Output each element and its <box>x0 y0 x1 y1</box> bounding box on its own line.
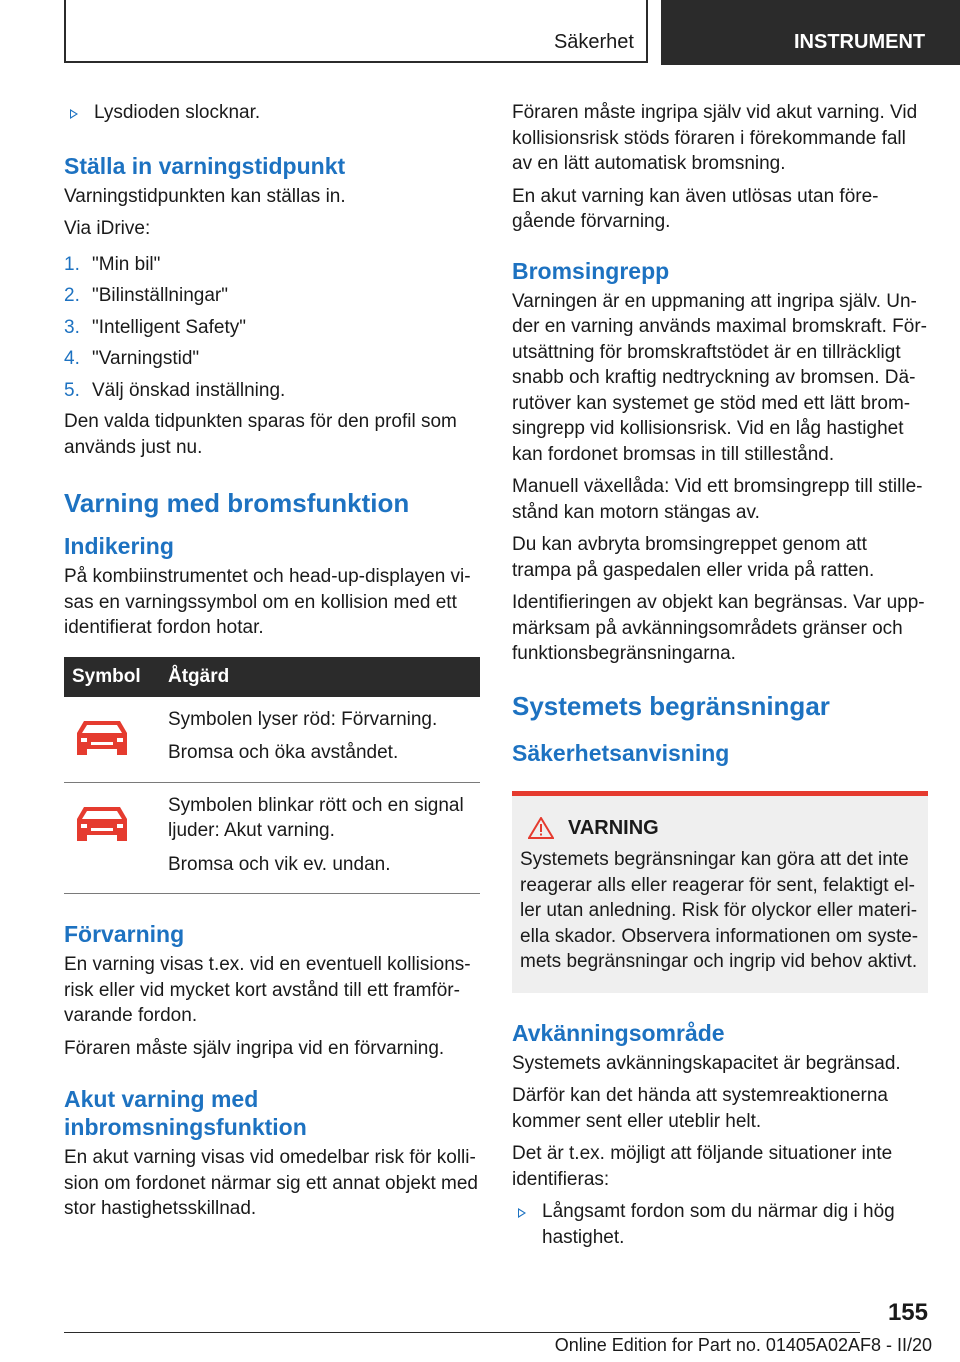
heading-warning-with-brake: Varning med bromsfunktion <box>64 488 410 518</box>
paragraph: En akut varning visas vid omedelbar risk för kolli-sion om fordonet närmar sig ett annat objekt med stor hastighetsskillnad. <box>64 1147 479 1219</box>
warning-title: VARNING <box>568 816 659 839</box>
step-text: "Intelligent Safety" <box>92 316 246 338</box>
action-text: Symbolen lyser röd: Förvarning. <box>168 708 438 730</box>
paragraph: Varningen är en uppmaning att ingripa själv. Un-der en varning används maximal bromskraft. För-utsättning för bromskraftstödet är en tillräckligt snabb och kraftig nedtryckning av bromsen. Dä-rutöver kan systemet ge stöd med ett lätt brom-singrepp vid kollisionsrisk. Vid en låg hastighet kan fordonet bromsas in till stillestånd. <box>512 290 927 465</box>
paragraph: Därför kan det hända att systemreaktionerna kommer sent eller uteblir helt. <box>512 1085 888 1132</box>
step-number: 1. <box>64 253 80 275</box>
car-collision-warning-icon <box>72 713 132 757</box>
warning-triangle-icon <box>528 817 554 839</box>
symbol-action-table <box>64 657 480 895</box>
paragraph: På kombiinstrumentet och head-up-displayen vi-sas en varningssymbol om en kollision med ett identifierat fordon hotar. <box>64 566 471 638</box>
heading-brake-intervention: Bromsingrepp <box>512 257 670 284</box>
warning-box <box>512 791 928 993</box>
paragraph: En akut varning kan även utlösas utan före-gående förvarning. <box>512 185 879 232</box>
step-number: 3. <box>64 316 80 338</box>
list-item <box>64 100 480 126</box>
symbol-cell <box>64 697 160 783</box>
paragraph: Det är t.ex. möjligt att följande situationer inte identifieras: <box>512 1143 893 1190</box>
action-text: Bromsa och vik ev. undan. <box>168 853 391 875</box>
list-item <box>64 252 480 278</box>
paragraph: Du kan avbryta bromsingreppet genom att trampa på gaspedalen eller vrida på ratten. <box>512 534 875 581</box>
column-header-action: Åtgärd <box>160 657 480 697</box>
heading-set-warning-time: Ställa in varningstidpunkt <box>64 152 346 179</box>
idrive-steps-list <box>64 252 480 404</box>
table-row <box>64 782 480 894</box>
heading-safety-note: Säkerhetsanvisning <box>512 739 730 766</box>
paragraph: Identifieringen av objekt kan begränsas. Var upp-märksam på avkänningsområdets gränser och funktionsbegränsningarna. <box>512 592 925 664</box>
intro-bullet-list <box>64 100 480 126</box>
action-text: Bromsa och öka avståndet. <box>168 742 399 763</box>
warning-text: Systemets begränsningar kan göra att det inte reagerar alls eller reagerar för sent, felaktigt el-ler utan anledning. Risk för olyckor eller materi-ella skador. Observera informationen om syste-mets begränsningar och ingrip vid behov aktivt. <box>520 849 919 972</box>
paragraph: Varningstidpunkten kan ställas in. <box>64 185 346 207</box>
heading-acute-warning: Akut varning med inbromsningsfunktion <box>64 1086 307 1140</box>
heading-system-limits: Systemets begränsningar <box>512 690 830 721</box>
action-cell <box>160 782 480 894</box>
right-column <box>512 100 928 1256</box>
table-header-row <box>64 657 480 697</box>
step-number: 4. <box>64 348 80 369</box>
step-text: "Bilinställningar" <box>92 285 228 306</box>
paragraph: Den valda tidpunkten sparas för den profil som används just nu. <box>64 411 457 458</box>
warning-header <box>520 816 920 842</box>
action-cell <box>160 697 480 783</box>
step-text: "Min bil" <box>92 253 161 275</box>
step-number: 5. <box>64 379 80 401</box>
car-collision-warning-icon <box>72 799 132 843</box>
paragraph: Föraren måste själv ingripa vid en förvarning. <box>64 1037 445 1059</box>
symbol-cell <box>64 782 160 894</box>
list-item <box>64 346 480 372</box>
heading-detection-range: Avkänningsområde <box>512 1019 725 1046</box>
column-header-symbol: Symbol <box>64 657 160 697</box>
step-text: Välj önskad inställning. <box>92 379 286 401</box>
paragraph: Föraren måste ingripa själv vid akut varning. Vid kollisionsrisk stöds föraren i förekommande fall av en lätt automatisk bromsning. <box>512 102 918 174</box>
triangle-bullet-icon <box>518 1208 526 1218</box>
paragraph: En varning visas t.ex. vid en eventuell kollisions-risk eller vid mycket kort avstånd till ett framför-varande fordon. <box>64 954 471 1026</box>
list-item <box>64 315 480 341</box>
triangle-bullet-icon <box>70 109 78 119</box>
list-item-text: Långsamt fordon som du närmar dig i hög hastighet. <box>542 1201 895 1248</box>
heading-prewarning: Förvarning <box>64 921 185 947</box>
step-number: 2. <box>64 285 80 306</box>
range-bullet-list <box>512 1199 928 1250</box>
page-number: 155 <box>887 1299 928 1326</box>
heading-indication: Indikering <box>64 533 174 559</box>
paragraph: Via iDrive: <box>64 218 151 239</box>
list-item <box>64 378 480 404</box>
action-text: Symbolen blinkar rött och en signal ljuder: Akut varning. <box>168 794 464 841</box>
list-item <box>512 1199 928 1250</box>
footer-edition-text: Online Edition for Part no. 01405A02AF8 - II/20 <box>554 1335 932 1355</box>
paragraph: Manuell växellåda: Vid ett bromsingrepp till stille-stånd kan motorn stängas av. <box>512 476 923 523</box>
step-text: "Varningstid" <box>92 348 200 369</box>
header-chapter-tab: INSTRUMENT <box>661 0 960 65</box>
left-column <box>64 100 480 1229</box>
list-item-text: Lysdioden slocknar. <box>94 102 261 123</box>
list-item <box>64 283 480 309</box>
table-row <box>64 697 480 783</box>
paragraph: Systemets avkänningskapacitet är begränsad. <box>512 1052 901 1074</box>
header-section-title: Säkerhet <box>553 31 634 53</box>
